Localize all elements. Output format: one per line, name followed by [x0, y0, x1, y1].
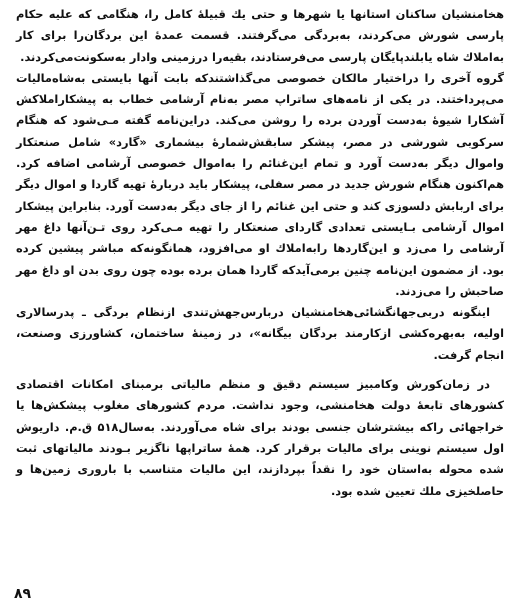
paragraph-1: هخامنشیان ساکنان استانها یا شهرها و حتی یك قبیلهٔ کامل را، هنگامی که علیه حکام پارسی شورش می‌کردند، به‌بردگی می‌گرفتند. قسمت عمدهٔ این بردگان‌را برای کار به‌املاك شاه یا‌بلندپایگان پارسی می‌فرستادند، بقیه‌را درزمینی وادار به‌سکونت‌می‌کردند. — [16, 7, 504, 64]
paragraph-4: در زمان‌کورش وکامبیز سیستم دقیق و منظم مالیاتی برمبنای امکانات اقتصادی کشورهای تابعهٔ دولت هخامنشی، وجود نداشت. مردم کشورهای مغلوب پیشکش‌ها یا خراجهائی راکه بیشترشان جنسی بودند برای شاه می‌آوردند. به‌سال۵۱۸ ق.م. داریوش اول سیستم نوینی برای مالیات برقرار کرد. همهٔ ساتراپها ناگزیر بـودند مالیاتهای ثبت شده محوله به‌استان خود را نقداً بپردازند، این مالیات متناسب با باروری زمین‌ها و حاصلخیزی ملك تعیین شده بود. — [16, 377, 504, 498]
body-text — [16, 4, 504, 502]
paragraph-3: اینگونه دربی‌جهانگشائی‌هخامنشیان دربارس‌جهش‌تندی ازنظام بردگی ـ پدرسالاری اولیه، به‌بهره‌کشی ازکارمند بردگان بیگانه»، در زمینهٔ ساختمان، کشاورزی وصنعت، انجام گرفت. — [16, 305, 504, 362]
paragraph-2: گروه آخری را دراختیار مالکان خصوصی می‌گذاشتندکه بابت آنها بایستی به‌شاه‌مالیات می‌پرداختند. در یکی از نامه‌های ساتراپ مصر به‌نام آرشامی خطاب به پیشکاراملاکش آشکارا شیوهٔ به‌دست آوردن برده را روشن می‌کند. دراین‌نامه گفته مـی‌شود که هنگام سرکوبی شورشی در مصر، پیشکر سابقش‌شمارهٔ بیشماری «گارد» شامل صنعتکار واموال دیگر به‌دست آورد و تمام این‌غنائم را به‌اموال خصوصی آرشامی اضافه کرد. هم‌اکنون هنگام شورش جدید در مصر سفلی، پیشکار باید دربارهٔ تهیه گاردا و اموال دیگر برای اربابش دلسوزی کند و حتی این غنائم را از جای دیگر به‌دست آورد. بنابراین پیشکار اموال آرشامی بـایستی تعدادی گاردای صنعتکار را تهیه مـی‌کرد روی تـن‌آنها داغ مهر آرشامی را می‌زد و این‌گاردها رابه‌املاك او می‌افزود، همانگونه‌که مباشر پیشین کرده بود. از مضمون این‌نامه چنین برمی‌آیدکه گاردا همان برده بوده چون روی بدن او داغ مهر صاحبش را می‌زدند. — [16, 70, 504, 298]
page-number: ۸۹ — [14, 586, 32, 602]
